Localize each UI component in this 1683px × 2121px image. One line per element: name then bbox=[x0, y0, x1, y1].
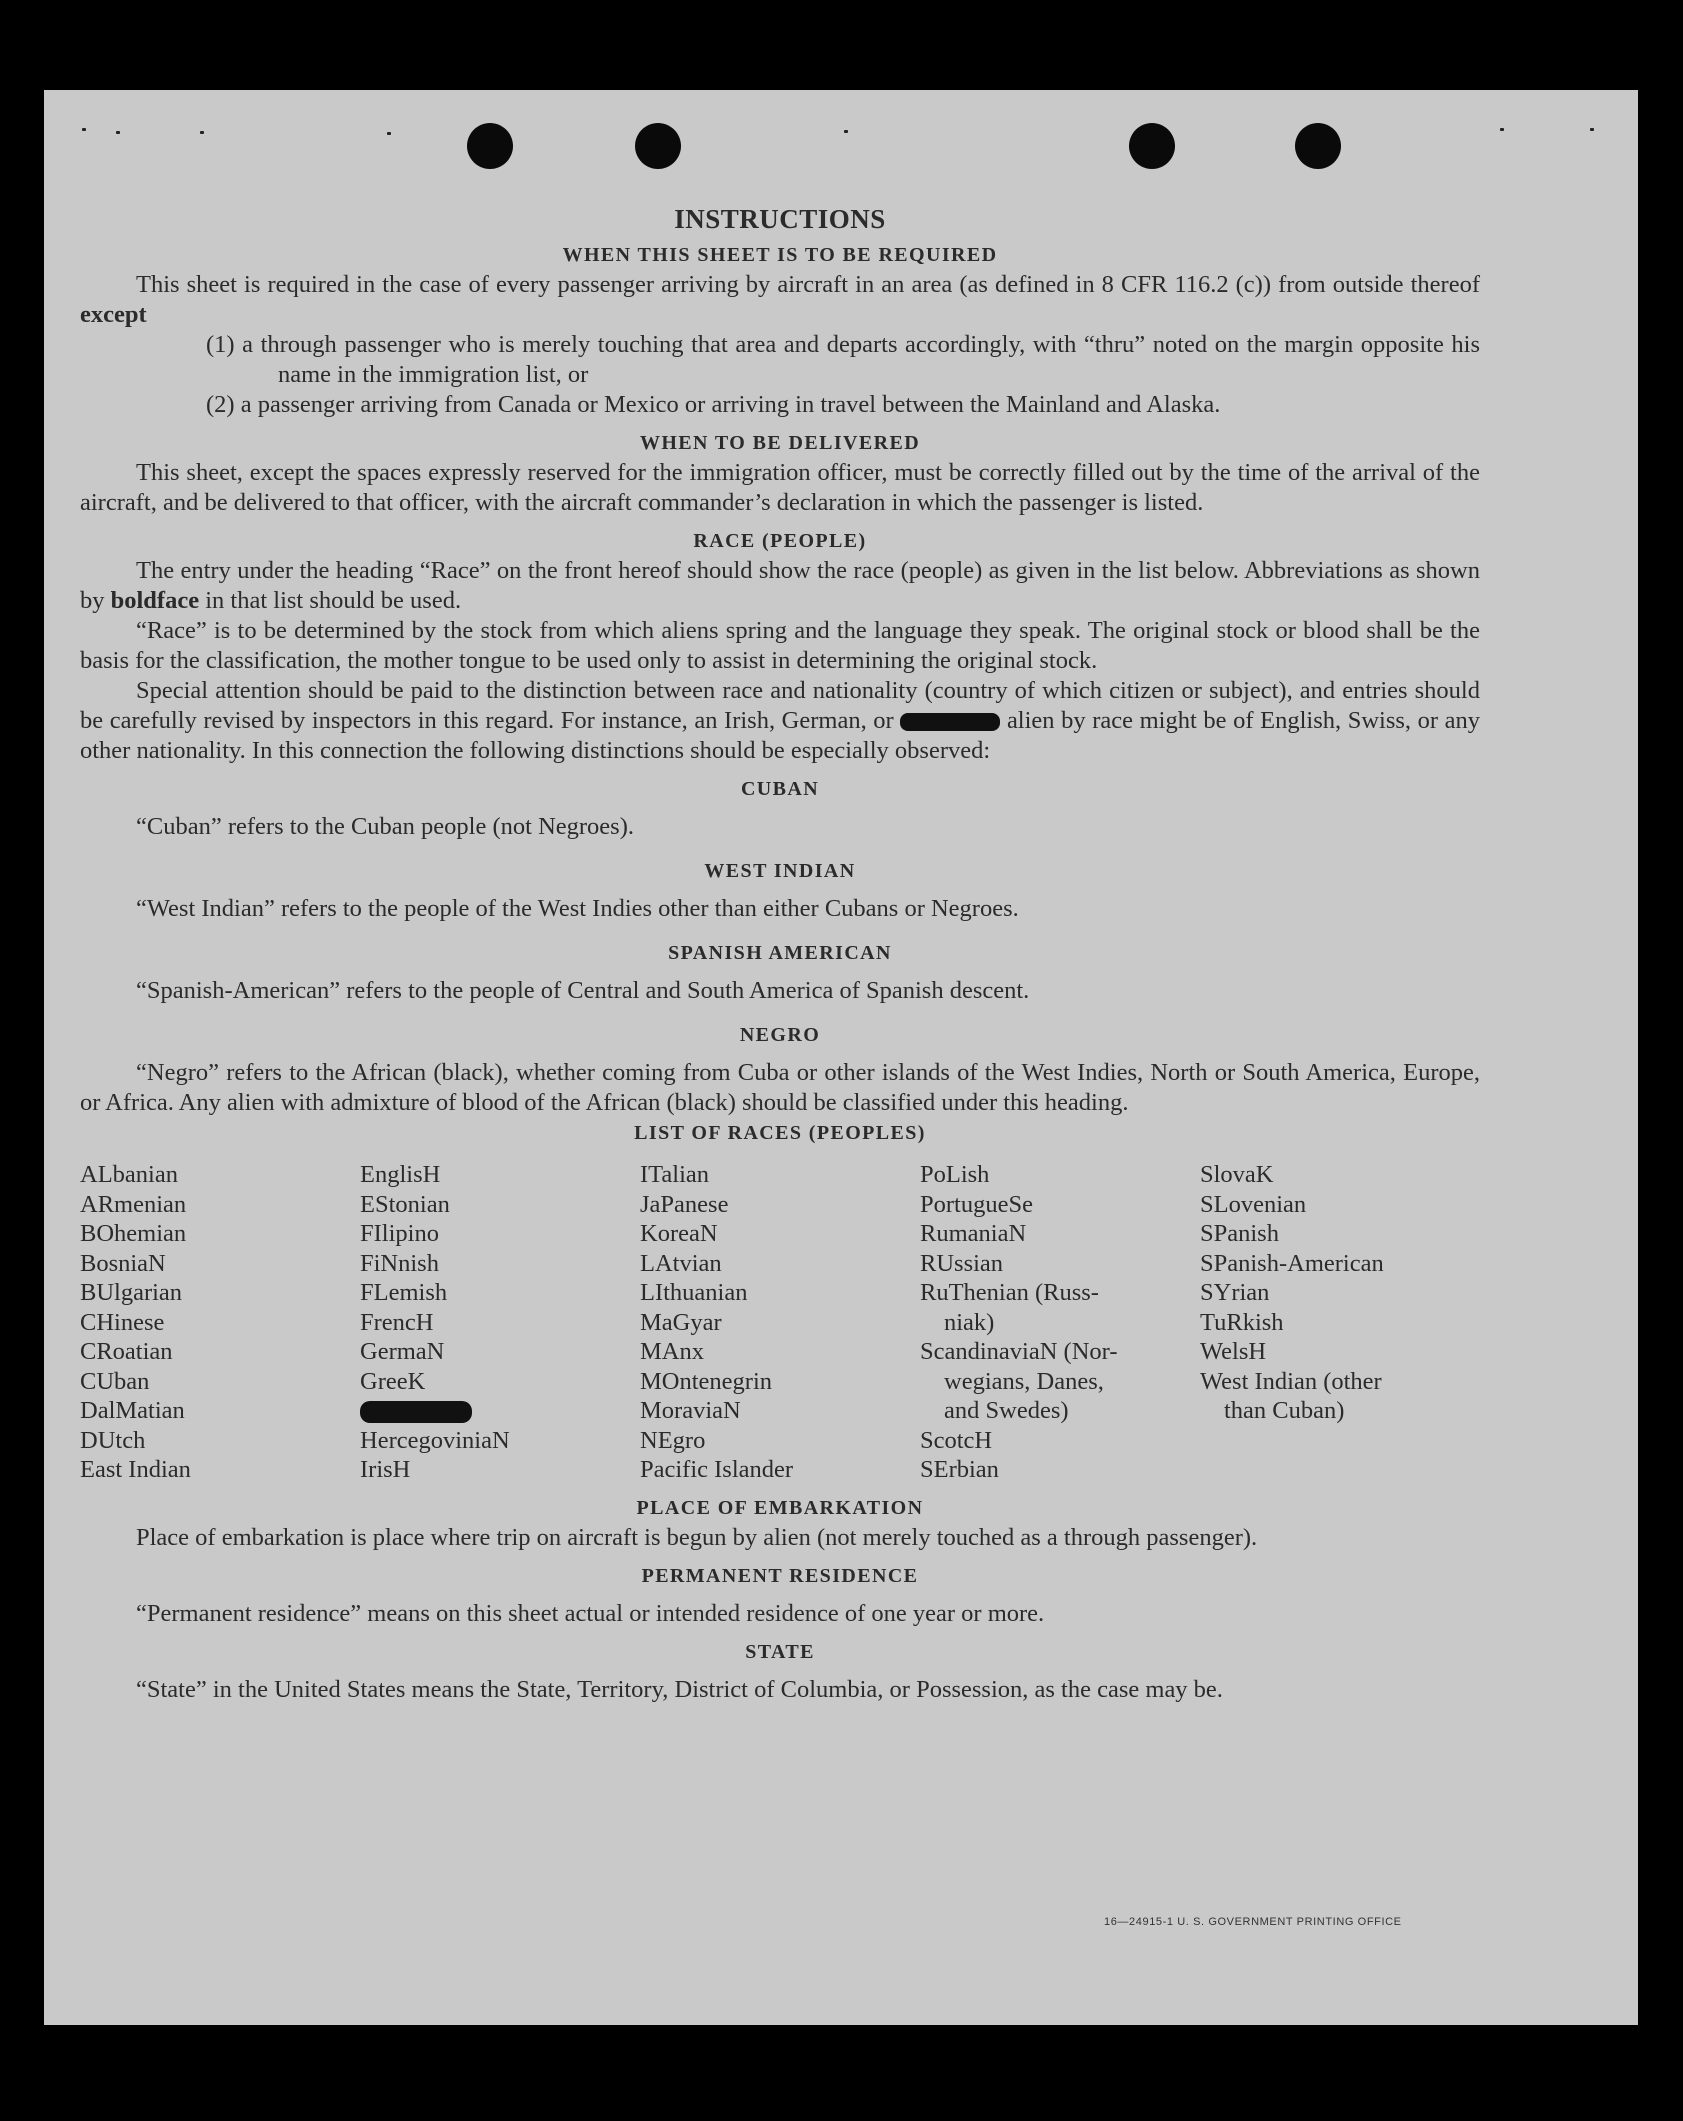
race-item: ScotcH bbox=[920, 1426, 993, 1454]
race-item: HercegoviniaN bbox=[360, 1426, 510, 1454]
required-intro: This sheet is required in the case of every passenger arriving by aircraft in an area (as defined in 8 CFR 116.2 (c)) from outside thereof except bbox=[80, 271, 1480, 328]
race-item: ScandinaviaN (Nor- bbox=[920, 1338, 1118, 1365]
race-item: CRoatian bbox=[80, 1338, 173, 1365]
race-item-continued: than Cuban) bbox=[1224, 1397, 1345, 1424]
race-item: CUban bbox=[80, 1367, 150, 1395]
race-item: BOhemian bbox=[80, 1220, 187, 1247]
race-item: SYrian bbox=[1200, 1279, 1270, 1306]
race-item: MoraviaN bbox=[640, 1397, 741, 1424]
race-item: MOntenegrin bbox=[640, 1367, 772, 1395]
race-item: BUlgarian bbox=[80, 1279, 183, 1306]
race-item-continued: niak) bbox=[944, 1308, 995, 1336]
printing-office-code: 16—24915-1 U. S. GOVERNMENT PRINTING OFFICE bbox=[1104, 1916, 1402, 1928]
race-paragraph-3: Special attention should be paid to the distinction between race and nationality (country of which citizen or subject), and entries should be carefully revised by inspectors in this regard. For instance, an Irish, German, or alien by race might be of English, Swiss, or any other nationality. In this connection the following distinctions should be especially observed: bbox=[80, 677, 1481, 764]
race-item: PortugueSe bbox=[920, 1190, 1033, 1218]
race-item: FIlipino bbox=[360, 1220, 439, 1247]
state-text: “State” in the United States means the State, Territory, District of Columbia, or Possession, as the case may be. bbox=[136, 1675, 1223, 1703]
required-item-1: (1) a through passenger who is merely touching that area and departs accordingly, with “thru” noted on the margin opposite his name in the immigration list, or bbox=[206, 331, 1480, 388]
race-item: EStonian bbox=[360, 1190, 450, 1218]
punch-hole bbox=[1129, 123, 1175, 169]
spanish-american-text: “Spanish-American” refers to the people of Central and South America of Spanish descent. bbox=[136, 977, 1030, 1004]
race-item-redacted bbox=[360, 1396, 640, 1426]
race-item: DUtch bbox=[80, 1426, 146, 1454]
page-title: INSTRUCTIONS bbox=[674, 204, 886, 234]
race-column-4 bbox=[920, 1160, 1200, 1485]
race-item: FrencH bbox=[360, 1308, 434, 1336]
race-item: GreeK bbox=[360, 1367, 426, 1395]
race-item: LIthuanian bbox=[640, 1279, 748, 1306]
section-heading-required: WHEN THIS SHEET IS TO BE REQUIRED bbox=[562, 244, 998, 266]
document-page bbox=[44, 90, 1638, 2025]
section-heading-residence: PERMANENT RESIDENCE bbox=[641, 1564, 919, 1587]
race-item: BosniaN bbox=[80, 1249, 166, 1277]
speck bbox=[844, 130, 848, 133]
section-heading-race: RACE (PEOPLE) bbox=[693, 530, 867, 552]
race-paragraph-2: “Race” is to be determined by the stock from which aliens spring and the language they speak. The original stock or blood shall be the basis for the classification, the mother tongue to be used only to assist in determining the original stock. bbox=[80, 617, 1480, 674]
race-item: FLemish bbox=[360, 1279, 448, 1306]
speck bbox=[82, 128, 86, 131]
race-item-continued: and Swedes) bbox=[944, 1397, 1069, 1424]
race-item: SPanish-American bbox=[1200, 1249, 1384, 1277]
negro-text: “Negro” refers to the African (black), whether coming from Cuba or other islands of the West Indies, North or South America, Europe, or Africa. Any alien with admixture of blood of the African (black) should be classified under this heading. bbox=[80, 1059, 1480, 1116]
race-item: ALbanian bbox=[80, 1161, 178, 1188]
race-item: SlovaK bbox=[1200, 1161, 1274, 1188]
section-heading-state: STATE bbox=[745, 1640, 815, 1663]
race-item: EnglisH bbox=[360, 1161, 441, 1188]
delivered-text: This sheet, except the spaces expressly reserved for the immigration officer, must be correctly filled out by the time of the arrival of the aircraft, and be delivered to that officer, with the aircraft commander’s declaration in which the passenger is listed. bbox=[80, 459, 1480, 516]
redaction-mark bbox=[900, 713, 1000, 731]
speck bbox=[1590, 128, 1594, 131]
race-column-5 bbox=[1200, 1160, 1480, 1485]
section-heading-list: LIST OF RACES (PEOPLES) bbox=[634, 1122, 926, 1144]
race-item: Pacific Islander bbox=[640, 1456, 794, 1483]
race-item: PoLish bbox=[920, 1161, 990, 1188]
race-item-continued: wegians, Danes, bbox=[944, 1367, 1104, 1395]
race-item: DalMatian bbox=[80, 1397, 185, 1424]
punch-hole bbox=[467, 123, 513, 169]
race-item: CHinese bbox=[80, 1308, 165, 1336]
race-item: GermaN bbox=[360, 1338, 445, 1365]
embarkation-text: Place of embarkation is place where trip on aircraft is begun by alien (not merely touched as a through passenger). bbox=[136, 1523, 1258, 1551]
required-item-2: (2) a passenger arriving from Canada or Mexico or arriving in travel between the Mainland and Alaska. bbox=[206, 391, 1221, 418]
race-item: RumaniaN bbox=[920, 1220, 1027, 1247]
section-heading-spanish-american: SPANISH AMERICAN bbox=[668, 942, 892, 964]
race-item: FiNnish bbox=[360, 1249, 439, 1277]
race-item: West Indian (other bbox=[1200, 1367, 1382, 1395]
west-indian-text: “West Indian” refers to the people of the West Indies other than either Cubans or Negroes. bbox=[136, 895, 1019, 922]
speck bbox=[1500, 128, 1504, 131]
race-item: WelsH bbox=[1200, 1338, 1267, 1365]
race-item: NEgro bbox=[640, 1426, 706, 1454]
race-item: ITalian bbox=[640, 1161, 710, 1188]
race-list bbox=[80, 1160, 1480, 1485]
race-item: JaPanese bbox=[640, 1190, 729, 1218]
section-heading-embarkation: PLACE OF EMBARKATION bbox=[636, 1496, 924, 1519]
race-column-1 bbox=[80, 1160, 360, 1485]
section-heading-west-indian: WEST INDIAN bbox=[704, 860, 856, 882]
race-item: RuThenian (Russ- bbox=[920, 1279, 1099, 1306]
residence-text: “Permanent residence” means on this sheet actual or intended residence of one year or more. bbox=[136, 1599, 1045, 1627]
race-item: East Indian bbox=[80, 1456, 191, 1483]
race-item: KoreaN bbox=[640, 1220, 718, 1247]
race-item: TuRkish bbox=[1200, 1308, 1284, 1336]
punch-hole bbox=[635, 123, 681, 169]
race-item: SErbian bbox=[920, 1456, 999, 1483]
punch-hole bbox=[1295, 123, 1341, 169]
race-paragraph-1: The entry under the heading “Race” on the front hereof should show the race (people) as given in the list below. Abbreviations as shown by boldface in that list should be used. bbox=[80, 557, 1480, 614]
section-heading-negro: NEGRO bbox=[739, 1024, 821, 1046]
section-heading-cuban: CUBAN bbox=[740, 778, 820, 800]
race-item: LAtvian bbox=[640, 1249, 722, 1277]
race-item: IrisH bbox=[360, 1456, 411, 1483]
speck bbox=[387, 132, 391, 135]
race-item: SPanish bbox=[1200, 1220, 1279, 1247]
speck bbox=[200, 131, 204, 134]
speck bbox=[116, 131, 120, 134]
race-item: SLovenian bbox=[1200, 1190, 1307, 1218]
race-column-2 bbox=[360, 1160, 640, 1485]
instructions-content bbox=[80, 202, 1480, 1705]
section-heading-delivered: WHEN TO BE DELIVERED bbox=[639, 432, 921, 454]
race-item: RUssian bbox=[920, 1249, 1004, 1277]
race-item: ARmenian bbox=[80, 1190, 187, 1218]
race-item: MaGyar bbox=[640, 1308, 722, 1336]
race-item: MAnx bbox=[640, 1338, 704, 1365]
race-column-3 bbox=[640, 1160, 920, 1485]
redaction-mark bbox=[360, 1401, 472, 1423]
cuban-text: “Cuban” refers to the Cuban people (not Negroes). bbox=[136, 813, 634, 840]
